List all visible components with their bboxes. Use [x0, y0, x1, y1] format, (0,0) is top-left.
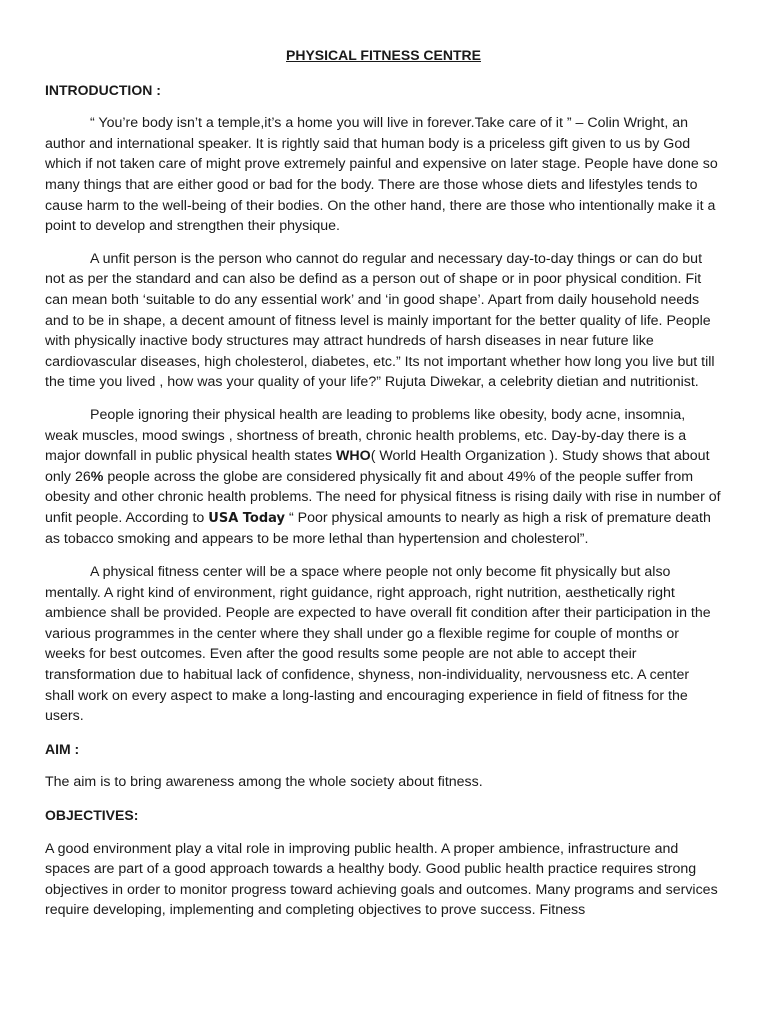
objectives-heading: OBJECTIVES: [45, 807, 139, 823]
paragraph-3-text-d: “ Poor physical amounts to nearly as high a risk of premature death as tobacco smoking and appears to be more lethal than hypertension and cholesterol”. [45, 509, 711, 548]
introduction-paragraph-4: A physical fitness center will be a space where people not only become fit physically but also mentally. A right kind of environment, right guidance, right approach, right nutrition, aesthetically right ambience shall be provided. People are expected to have overall fit condition after their participation in the various programmes in the center where they shall under go a flexible regime for couple of months or weeks for best outcomes. Even after the good results some people are not able to accept their transformation due to habitual lack of confidence, shyness, non-individuality, nervousness etc. A center shall work on every aspect to make a long-lasting and encouraging experience in field of fitness for the users. [45, 564, 711, 725]
paragraph-3-text-c: people across the globe are considered physically fit and about 49% of the people suffer from obesity and other chronic health problems. The need for physical fitness is rising daily with rise in number of unfit people. According to [45, 468, 721, 526]
introduction-paragraph-2: A unfit person is the person who cannot do regular and necessary day-to-day things or can do but not as per the standard and can also be defind as a person out of shape or in poor physical condition. Fit can mean both ‘suitable to do any essential work’ and ‘in good shape’. Apart from daily household needs and to be in shape, a decent amount of fitness level is mainly important for the better quality of life. People with physically inactive body structures may attract hundreds of harsh diseases in near future like cardiovascular diseases, high cholesterol, diabetes, etc.” Its not important whether how long you live but till the time you lived , how was your quality of your life?” Rujuta Diwekar, a celebrity dietian and nutritionist. [45, 250, 715, 391]
document-title: PHYSICAL FITNESS CENTRE [286, 47, 481, 63]
usa-today-source: USA Today [208, 510, 286, 526]
introduction-heading: INTRODUCTION : [45, 81, 161, 98]
document-page [45, 45, 722, 933]
paragraph-3-text-a: People ignoring their physical health are leading to problems like obesity, body acne, insomnia, weak muscles, mood swings , shortness of breath, chronic health problems, etc. Day-by-day there is a major downfall in public physical health states [45, 406, 687, 465]
aim-heading: AIM : [45, 740, 80, 757]
introduction-paragraph-3 [45, 405, 722, 550]
paragraph-3-text-b: ( World Health Organization ). Study shows that about only 26 [45, 448, 710, 485]
objectives-text: A good environment play a vital role in improving public health. A proper ambience, infrastructure and spaces are part of a good approach towards a healthy body. Good public health practice requires strong objectives in order to monitor progress toward achieving goals and outcomes. Many programs and services require developing, implementing and completing objectives to prove success. Fitness [45, 840, 718, 919]
who-acronym: WHO [336, 448, 371, 465]
introduction-paragraph-1: “ You’re body isn’t a temple,it’s a home you will live in forever.Take care of it ” – Colin Wright, an author and international speaker. It is rightly said that human body is a priceless gift given to us by God which if not taken care of might prove extremely painful and expensive on later stage. People have done so many things that are either good or bad for the body. There are those whose diets and lifestyles tends to cause harm to the well-being of their bodies. On the other hand, there are those who intentionally make it a point to develop and strengthen their physique. [45, 115, 718, 235]
percent-sign: % [90, 468, 104, 485]
aim-text: The aim is to bring awareness among the whole society about fitness. [45, 774, 483, 791]
